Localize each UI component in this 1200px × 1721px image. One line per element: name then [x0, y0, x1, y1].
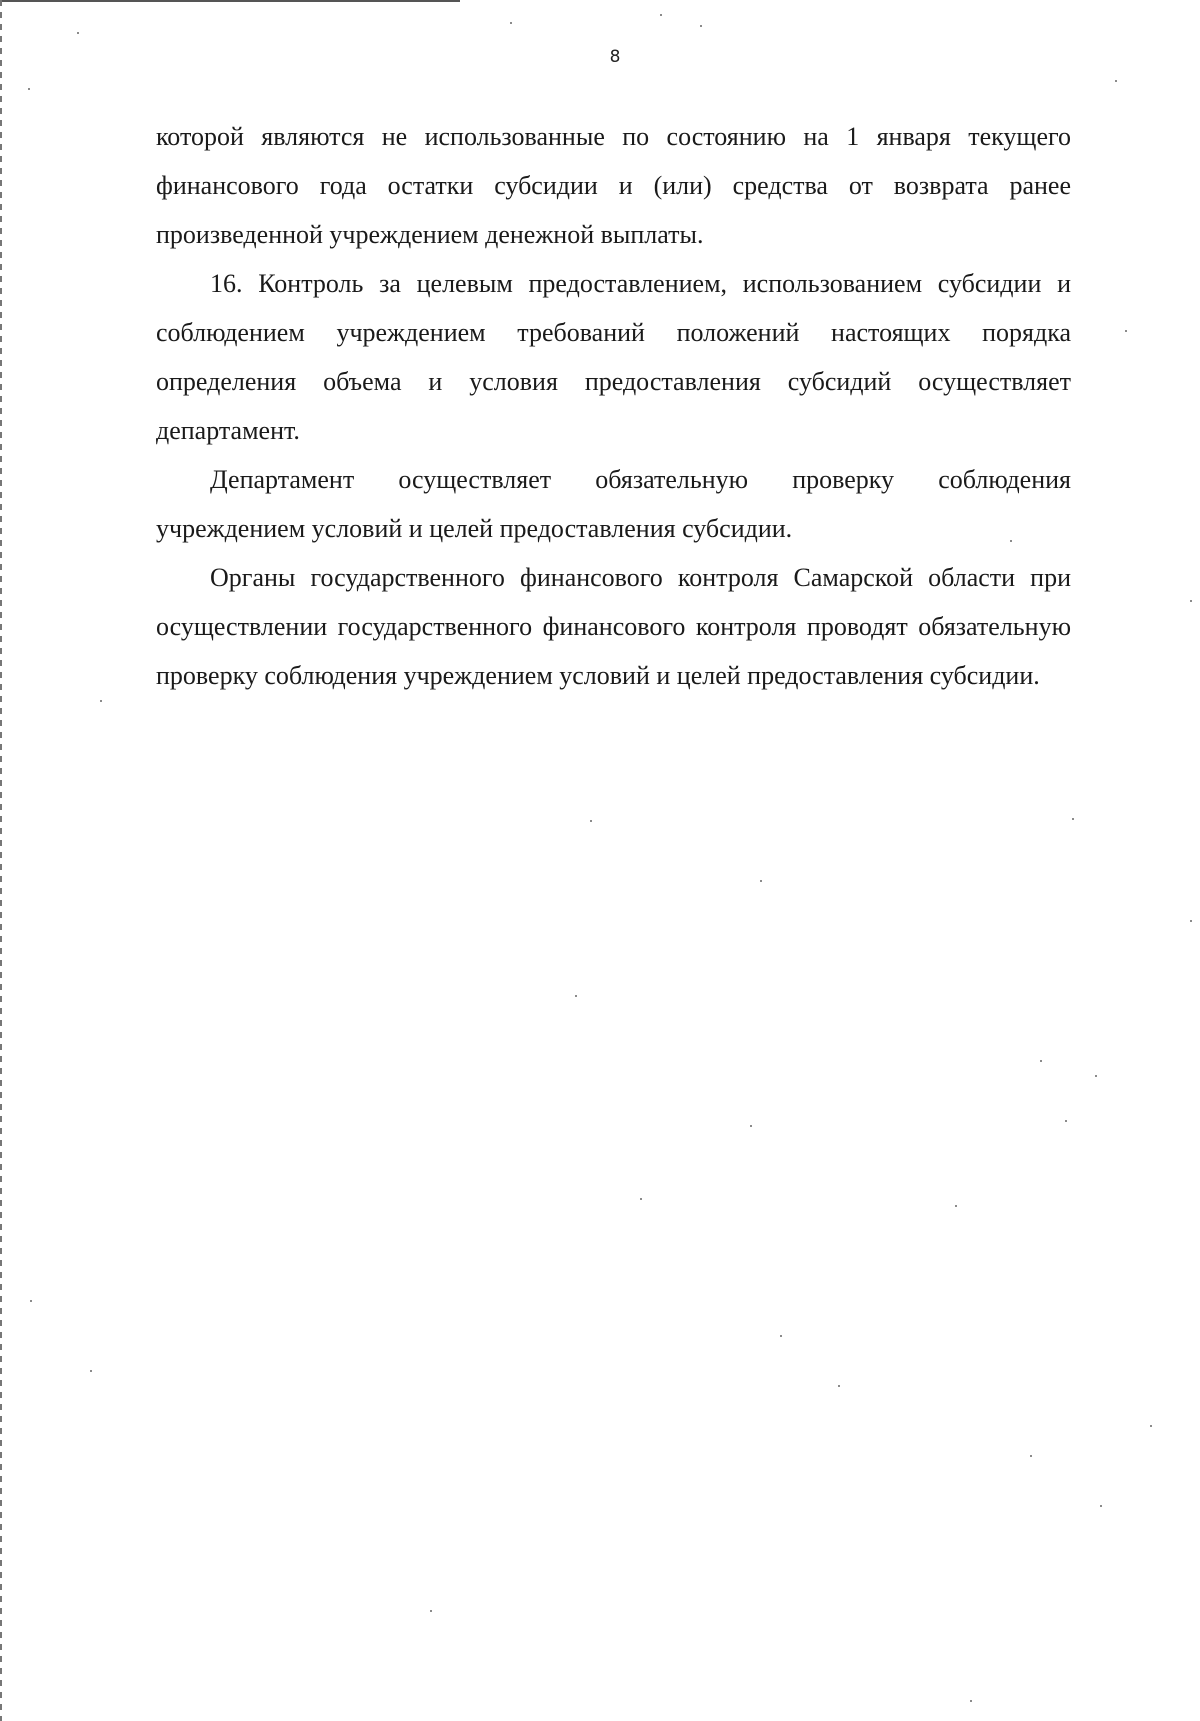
scan-speck	[1065, 1120, 1067, 1122]
scan-speck	[1072, 818, 1074, 820]
scan-speck	[510, 22, 512, 24]
scan-speck	[1040, 1060, 1042, 1062]
paragraph-department-check: Департамент осуществляет обязательную проверку соблюдения учреждением условий и целей предоставления субсидии.	[156, 465, 1071, 543]
scan-speck	[100, 700, 102, 702]
document-body	[156, 112, 1071, 700]
scan-speck	[750, 1125, 752, 1127]
scan-speck	[575, 995, 577, 997]
scan-speck	[90, 1370, 92, 1372]
scan-speck	[30, 1300, 32, 1302]
scan-speck	[955, 1205, 957, 1207]
scan-speck	[780, 1335, 782, 1337]
scan-speck	[430, 1610, 432, 1612]
paragraph-continuation: которой являются не использованные по состоянию на 1 января текущего финансового года остатки субсидии и (или) средства от возврата ранее произведенной учреждением денежной выплаты.	[156, 122, 1071, 249]
paragraph-financial-control: Органы государственного финансового контроля Самарской области при осуществлении государственного финансового контроля проводят обязательную проверку соблюдения учреждением условий и целей предоставления субсидии.	[156, 563, 1071, 690]
scan-speck	[760, 880, 762, 882]
scan-speck	[970, 1700, 972, 1702]
scan-speck	[1190, 920, 1192, 922]
scan-speck	[1150, 1425, 1152, 1427]
scan-speck	[1095, 1075, 1097, 1077]
scan-speck	[660, 14, 662, 16]
scan-speck	[1010, 540, 1012, 542]
scan-speck	[1030, 1455, 1032, 1457]
scan-speck	[1190, 600, 1192, 602]
scan-edge-left	[0, 0, 2, 1721]
scan-speck	[1100, 1505, 1102, 1507]
scan-speck	[1125, 330, 1127, 332]
scan-speck	[838, 1385, 840, 1387]
scan-speck	[590, 820, 592, 822]
scan-speck	[28, 88, 30, 90]
page-number: 8	[609, 47, 621, 67]
scan-speck	[1115, 80, 1117, 82]
paragraph-item-16: 16. Контроль за целевым предоставлением, использованием субсидии и соблюдением учреждением требований положений настоящих порядка определения объема и условия предоставления субсидий осуществляет департамент.	[156, 269, 1071, 445]
scan-speck	[700, 25, 702, 27]
scan-speck	[77, 32, 79, 34]
scan-edge-top	[0, 0, 460, 2]
scan-speck	[640, 1198, 642, 1200]
